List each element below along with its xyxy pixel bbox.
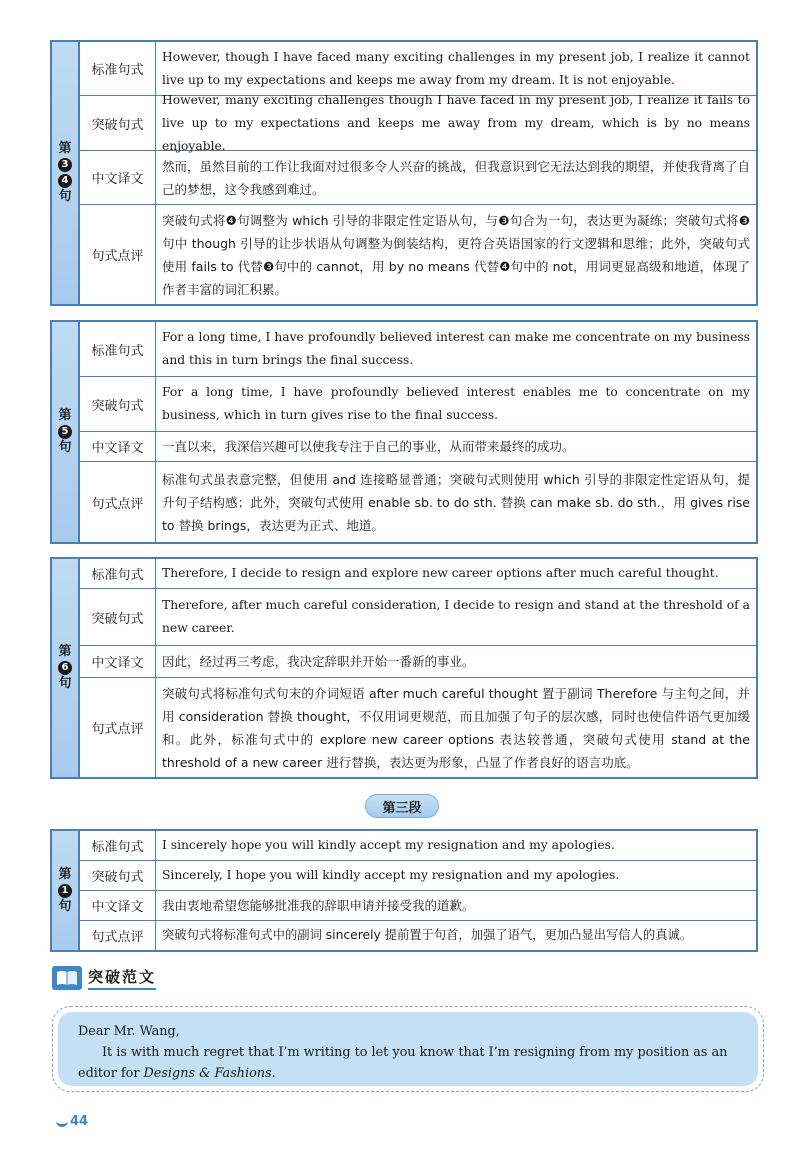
row-label: 句式点评 (80, 205, 156, 304)
row-label: 突破句式 (80, 861, 156, 890)
essay-body (78, 1042, 744, 1084)
row-label: 中文译文 (80, 891, 156, 920)
row-label: 中文译文 (80, 646, 156, 677)
row-label: 中文译文 (80, 432, 156, 461)
side-label-char: 句 (58, 440, 72, 455)
row-content: Sincerely, I hope you will kindly accept my resignation and my apologies. (162, 868, 620, 882)
side-label-char: 句 (58, 189, 72, 204)
side-label-num: 1 (58, 884, 72, 898)
row-content: However, many exciting challenges though I have faced in my present job, I realize it fails to live up to my expectations and keeps me away from my dream, which is by no means enjoyable. (162, 92, 750, 153)
side-label-char: 第 (58, 141, 72, 156)
row-content: 突破句式将标准句式句末的介词短语 after much careful thought 置于副词 Therefore 与主句之间，并用 consideration 替换 thought，不仅用词更规范，而且加强了句子的层次感，同时也使信件语气更加缓和。此外，标准句式中的 explore new career options 表达较普通，突破句式使用 stand at the threshold of a new career 进行替换，表达更为形象，凸显了作者良好的语言功底。 (162, 685, 750, 770)
model-essay-box (52, 1006, 764, 1092)
row-content: 我由衷地希望您能够批准我的辞职申请并接受我的道歉。 (162, 898, 475, 913)
block-side-label (52, 42, 80, 304)
sentence-block-1 (50, 829, 758, 952)
essay-body-text: It is with much regret that I’m writing to let you know that I’m resigning from my position as an editor for (78, 1045, 728, 1081)
table-row (80, 921, 756, 950)
row-content: Therefore, after much careful consideration, I decide to resign and stand at the threshold of a new career. (162, 598, 750, 635)
page-number-text: 44 (70, 1114, 89, 1129)
side-label-num: 3 (58, 158, 72, 172)
section-title: 突破范文 (88, 966, 156, 990)
sentence-block-3-4 (50, 40, 758, 306)
table-row (80, 678, 756, 777)
block-side-label (52, 831, 80, 950)
page-number (56, 1114, 88, 1129)
row-label: 句式点评 (80, 678, 156, 777)
table-row (80, 92, 756, 153)
sentence-block-6 (50, 557, 758, 779)
row-content: 突破句式将标准句式中的副词 sincerely 提前置于句首，加强了语气，更加凸显出写信人的真诚。 (162, 928, 693, 942)
table-row (80, 377, 756, 432)
row-content: 标准句式虽表意完整，但使用 and 连接略显普通；突破句式则使用 which 引导的非限定性定语从句，提升句子结构感；此外，突破句式使用 enable sb. to do sth. 替换 can make sb. do sth.，用 gives rise to 替换 brings，表达更为正式、地道。 (162, 471, 750, 533)
row-label: 标准句式 (80, 831, 156, 860)
row-label: 标准句式 (80, 42, 156, 95)
block-side-label (52, 559, 80, 777)
table-row (80, 891, 756, 921)
section-badge: 第三段 (365, 794, 439, 818)
side-label-char: 句 (58, 898, 72, 914)
table-row (80, 861, 756, 891)
table-row (80, 322, 756, 377)
row-content: However, though I have faced many exciting challenges in my present job, I realize it cannot live up to my expectations and keeps me away from my dream. It is not enjoyable. (162, 49, 750, 87)
row-label: 突破句式 (80, 96, 156, 150)
row-label: 标准句式 (80, 559, 156, 588)
swirl-icon (56, 1117, 68, 1127)
book-icon (52, 966, 82, 990)
row-content: For a long time, I have profoundly believed interest can make me concentrate on my business and this in turn brings the final success. (162, 330, 750, 367)
essay-magazine-title: Designs & Fashions (143, 1066, 272, 1081)
side-label-char: 句 (58, 676, 72, 691)
row-content: 一直以来，我深信兴趣可以使我专注于自己的事业，从而带来最终的成功。 (162, 439, 575, 454)
table-row (80, 205, 756, 304)
side-label-num: 4 (58, 174, 72, 188)
row-label: 突破句式 (80, 377, 156, 431)
row-label: 中文译文 (80, 151, 156, 204)
block-side-label (52, 322, 80, 542)
row-content: 然而，虽然目前的工作让我面对过很多令人兴奋的挑战，但我意识到它无法达到我的期望，并使我背离了自己的梦想，这令我感到难过。 (162, 158, 750, 197)
table-row (80, 432, 756, 462)
essay-salutation: Dear Mr. Wang, (78, 1024, 180, 1039)
side-label-num: 6 (58, 661, 72, 675)
table-row (80, 151, 756, 205)
row-content: I sincerely hope you will kindly accept my resignation and my apologies. (162, 838, 615, 852)
sentence-block-5 (50, 320, 758, 544)
essay-period: . (271, 1066, 276, 1081)
row-label: 句式点评 (80, 921, 156, 950)
row-label: 标准句式 (80, 322, 156, 376)
row-content: 因此，经过再三考虑，我决定辞职并开始一番新的事业。 (162, 654, 475, 669)
row-label: 突破句式 (80, 589, 156, 645)
side-label-char: 第 (58, 644, 72, 659)
side-label-char: 第 (58, 408, 72, 423)
row-content: 突破句式将❹句调整为 which 引导的非限定性定语从句，与❸句合为一句，表达更为凝练；突破句式将❸句中 though 引导的让步状语从句调整为倒装结构，更符合英语国家的行文逻辑和思维；此外，突破句式使用 fails to 代替❸句中的 cannot，用 by no means 代替❹句中的 not，用词更显高级和地道，体现了作者丰富的词汇积累。 (162, 212, 750, 297)
side-label-char: 第 (58, 866, 72, 882)
table-row (80, 589, 756, 646)
table-row (80, 559, 756, 589)
table-row (80, 646, 756, 678)
row-label: 句式点评 (80, 462, 156, 542)
row-content: Therefore, I decide to resign and explore new career options after much careful thought. (162, 566, 719, 580)
row-content: For a long time, I have profoundly believed interest enables me to concentrate on my business, which in turn gives rise to the final success. (162, 385, 750, 422)
section-heading (52, 966, 156, 990)
table-row (80, 462, 756, 542)
table-row (80, 831, 756, 861)
side-label-num: 5 (58, 425, 72, 439)
